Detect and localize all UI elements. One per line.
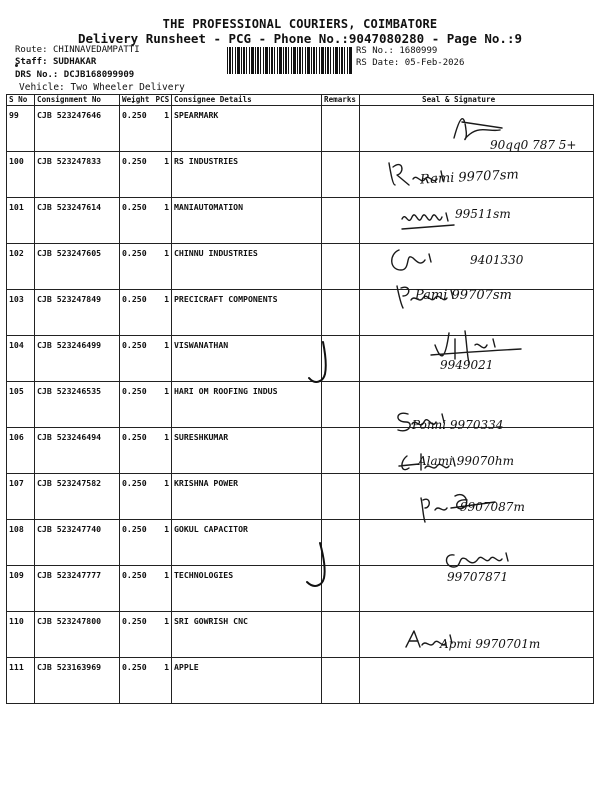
cell-consignee: SRI GOWRISH CNC	[172, 612, 322, 658]
cell-weight: 0.250	[120, 106, 154, 152]
cell-consignment-no: CJB 523163969	[35, 658, 120, 704]
handwritten-note: Ponni 9970334	[412, 418, 504, 432]
cell-sno: 99	[7, 106, 35, 152]
cell-consignment-no: CJB 523247614	[35, 198, 120, 244]
cell-sno: 110	[7, 612, 35, 658]
cell-consignment-no: CJB 523247849	[35, 290, 120, 336]
drs-line	[15, 70, 134, 80]
tick-mark	[305, 338, 335, 388]
cell-pcs: 1	[154, 336, 172, 382]
tick-mark	[304, 540, 334, 592]
cell-signature	[360, 520, 594, 566]
cell-remarks	[322, 290, 360, 336]
cell-pcs: 1	[154, 106, 172, 152]
cell-pcs: 1	[154, 474, 172, 520]
cell-signature	[360, 658, 594, 704]
cell-remarks	[322, 106, 360, 152]
cell-weight: 0.250	[120, 474, 154, 520]
drs-value: DCJB168099909	[63, 70, 135, 80]
cell-sno: 106	[7, 428, 35, 474]
cell-consignment-no: CJB 523247582	[35, 474, 120, 520]
cell-sno: 104	[7, 336, 35, 382]
cell-sno: 102	[7, 244, 35, 290]
handwritten-note: 90qq0 787 5+	[490, 138, 577, 152]
table-row	[7, 336, 594, 382]
handwritten-note: 9401330	[470, 253, 524, 267]
cell-sno: 109	[7, 566, 35, 612]
cell-consignment-no: CJB 523247646	[35, 106, 120, 152]
col-header-consignee: Consignee Details	[172, 95, 322, 106]
cell-pcs: 1	[154, 566, 172, 612]
cell-consignee: TECHNOLOGIES	[172, 566, 322, 612]
drs-label: DRS No.:	[15, 70, 59, 80]
cell-pcs: 1	[154, 612, 172, 658]
handwritten-note: 9907087m	[460, 500, 525, 514]
cell-consignment-no: CJB 523247777	[35, 566, 120, 612]
col-header-consignment: Consignment No	[35, 95, 120, 106]
cell-consignee: SURESHKUMAR	[172, 428, 322, 474]
cell-remarks	[322, 152, 360, 198]
cell-sno: 105	[7, 382, 35, 428]
runsheet-title: Delivery Runsheet - PCG - Phone No.:9047080280 - Page No.:9	[77, 31, 522, 46]
cell-remarks	[322, 244, 360, 290]
cell-weight: 0.250	[120, 382, 154, 428]
cell-consignment-no: CJB 523247740	[35, 520, 120, 566]
handwritten-note: Pami 99707sm	[415, 288, 512, 303]
cell-pcs: 1	[154, 152, 172, 198]
cell-sno: 108	[7, 520, 35, 566]
cell-weight: 0.250	[120, 290, 154, 336]
handwritten-note: 9949021	[440, 358, 494, 372]
cell-consignment-no: CJB 523246535	[35, 382, 120, 428]
cell-consignment-no: CJB 523247833	[35, 152, 120, 198]
cell-weight: 0.250	[120, 428, 154, 474]
cell-pcs: 1	[154, 244, 172, 290]
col-header-sno: S No	[7, 95, 35, 106]
cell-remarks	[322, 612, 360, 658]
cell-remarks	[322, 658, 360, 704]
cell-consignee: KRISHNA POWER	[172, 474, 322, 520]
route-label: Route:	[15, 45, 48, 55]
company-name: THE PROFESSIONAL COURIERS, COIMBATORE	[162, 17, 438, 31]
cell-sno: 101	[7, 198, 35, 244]
rs-no-line	[356, 46, 437, 56]
table-header-row	[7, 95, 594, 106]
cell-consignee: PRECICRAFT COMPONENTS	[172, 290, 322, 336]
cell-weight: 0.250	[120, 520, 154, 566]
cell-consignee: VISWANATHAN	[172, 336, 322, 382]
runsheet-table	[6, 94, 594, 704]
col-header-weight: Weight	[120, 95, 154, 106]
cell-pcs: 1	[154, 382, 172, 428]
cell-consignee: GOKUL CAPACITOR	[172, 520, 322, 566]
staff-line	[15, 57, 96, 67]
cell-pcs: 1	[154, 290, 172, 336]
table-row	[7, 520, 594, 566]
table-row	[7, 658, 594, 704]
cell-pcs: 1	[154, 658, 172, 704]
cell-pcs: 1	[154, 520, 172, 566]
route-value: CHINNAVEDAMPATTI	[52, 45, 140, 55]
vehicle-label: Vehicle:	[19, 82, 65, 93]
cell-remarks	[322, 382, 360, 428]
rs-no-value: 1680999	[399, 46, 438, 56]
cell-remarks	[322, 428, 360, 474]
cell-weight: 0.250	[120, 244, 154, 290]
handwritten-note: Rami 99707sm	[419, 167, 520, 188]
cell-remarks	[322, 198, 360, 244]
cell-consignee: APPLE	[172, 658, 322, 704]
rs-no-label: RS No.:	[356, 46, 394, 56]
cell-consignment-no: CJB 523246494	[35, 428, 120, 474]
vehicle-value: Two Wheeler Delivery	[70, 82, 185, 93]
handwritten-note: Apmi 9970701m	[440, 637, 541, 651]
cell-weight: 0.250	[120, 152, 154, 198]
col-header-pcs: PCS	[154, 95, 172, 106]
staff-label: Staff:	[15, 57, 48, 67]
handwritten-note: 99511sm	[455, 207, 511, 221]
rs-date-value: 05-Feb-2026	[404, 58, 465, 68]
cell-consignment-no: CJB 523247605	[35, 244, 120, 290]
cell-weight: 0.250	[120, 198, 154, 244]
cell-sno: 103	[7, 290, 35, 336]
cell-weight: 0.250	[120, 566, 154, 612]
cell-weight: 0.250	[120, 612, 154, 658]
col-header-signature: Seal & Signature	[360, 95, 594, 106]
rs-date-line	[356, 58, 464, 68]
cell-sno: 107	[7, 474, 35, 520]
cell-weight: 0.250	[120, 336, 154, 382]
handwritten-note: 99707871	[447, 570, 509, 584]
rs-date-label: RS Date:	[356, 58, 400, 68]
barcode	[227, 47, 353, 74]
col-header-remarks: Remarks	[322, 95, 360, 106]
route-line	[15, 45, 140, 55]
cell-pcs: 1	[154, 428, 172, 474]
cell-consignee: SPEARMARK	[172, 106, 322, 152]
vehicle-line	[19, 82, 185, 93]
handwritten-note: Alami 99070hm	[418, 454, 514, 468]
cell-consignee: MANIAUTOMATION	[172, 198, 322, 244]
cell-sno: 100	[7, 152, 35, 198]
cell-consignee: CHINNU INDUSTRIES	[172, 244, 322, 290]
staff-value: SUDHAKAR	[52, 57, 97, 67]
cell-remarks	[322, 474, 360, 520]
cell-consignment-no: CJB 523247800	[35, 612, 120, 658]
table-row	[7, 382, 594, 428]
cell-weight: 0.250	[120, 658, 154, 704]
cell-sno: 111	[7, 658, 35, 704]
cell-consignee: RS INDUSTRIES	[172, 152, 322, 198]
cell-pcs: 1	[154, 198, 172, 244]
cell-consignee: HARI OM ROOFING INDUS	[172, 382, 322, 428]
cell-consignment-no: CJB 523246499	[35, 336, 120, 382]
